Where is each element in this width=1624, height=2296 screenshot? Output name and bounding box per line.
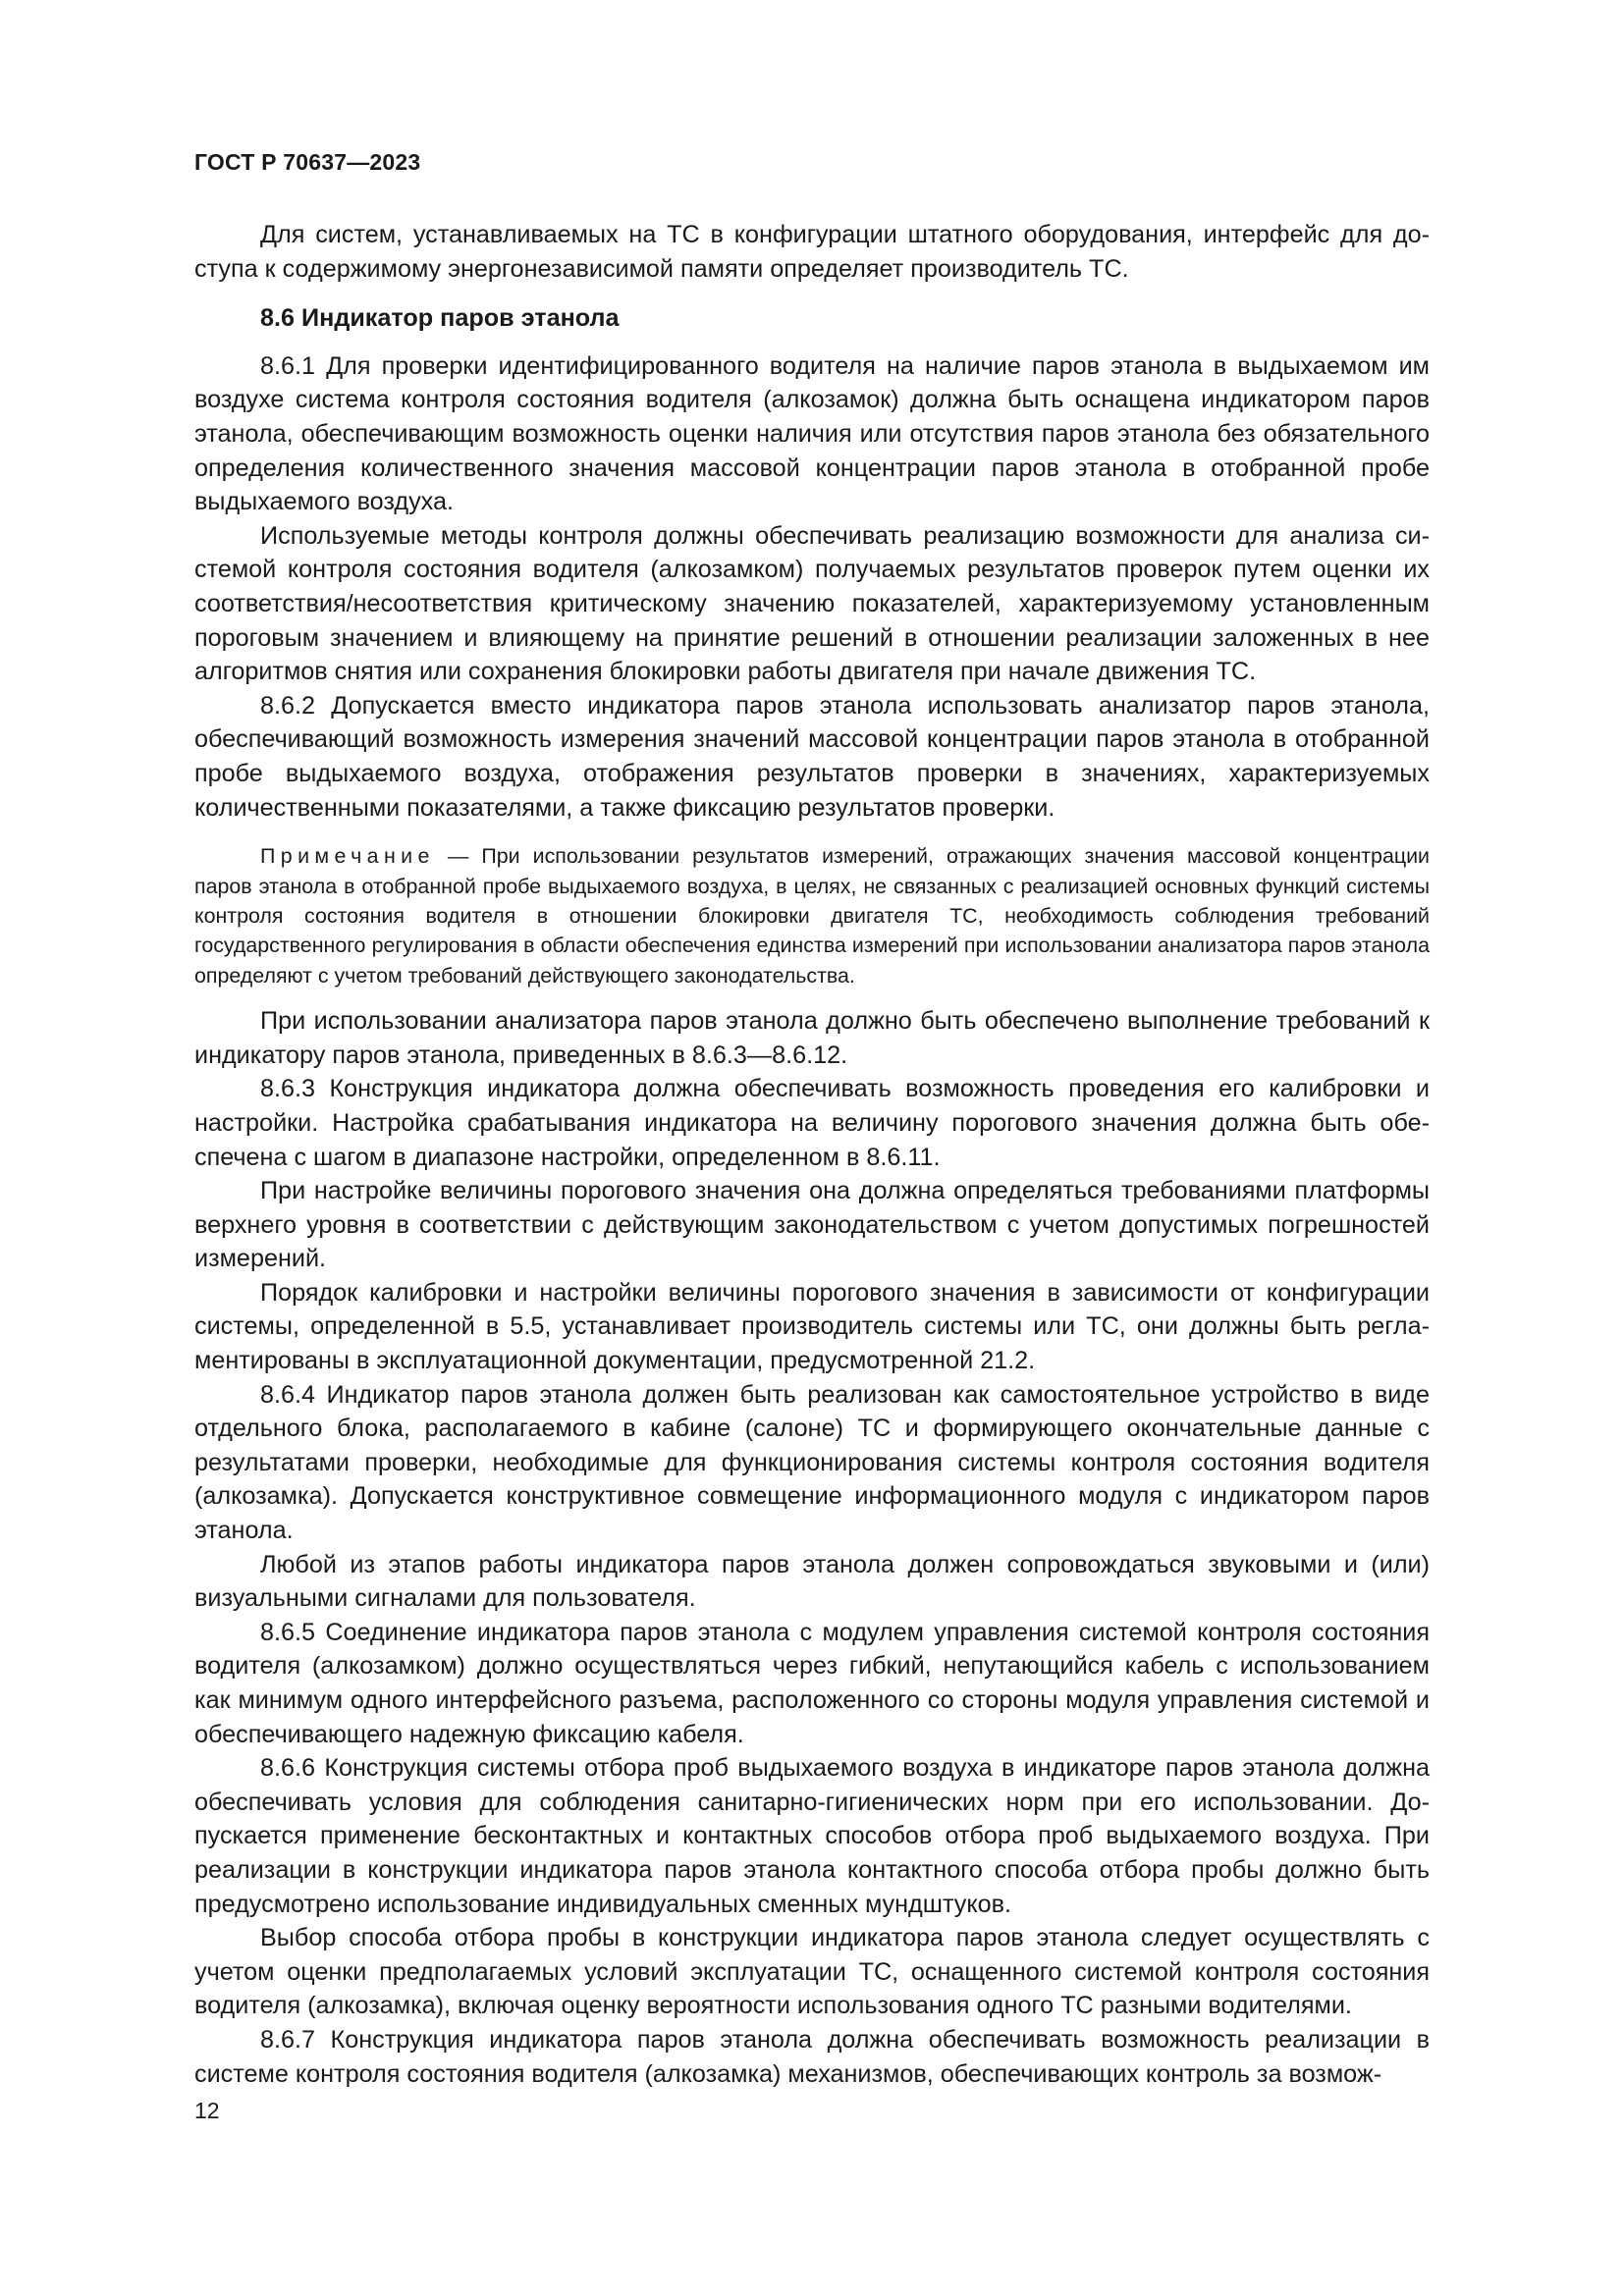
document-id-header: ГОСТ Р 70637—2023 (194, 149, 421, 175)
paragraph-threshold: При настройке величины порогового значения она должна определяться требованиями платформы верхнего уровня в соответствии с действующим законодательством с учетом допустимых погрешностей измерений. (194, 1177, 1430, 1273)
paragraph-calibration: Порядок калибровки и настройки величины порогового значения в зависимости от конфигурации системы, определенной в 5.5, устанавливает производитель системы или ТС, они должны быть регламентированы в эксплуатационной документации, предусмотренной 21.2. (194, 1278, 1430, 1375)
paragraph-signals: Любой из этапов работы индикатора паров этанола должен сопровождаться звуковыми и (или) визуальными сигналами для пользователя. (194, 1550, 1430, 1613)
paragraph-8-6-6: 8.6.6 Конструкция системы отбора проб выдыхаемого воздуха в индикаторе паров этанола должна обеспечивать условия для соблюдения санитарно-гигиенических норм при его использовании. Допускается применение бесконтактных и контактных способов отбора проб выдыхаемого воздуха. При реализации в конструкции индикатора паров этанола контактного способа отбора пробы должно быть предусмотрено использование индивидуальных сменных мундштуков. (194, 1754, 1430, 1918)
paragraph-8-6-7: 8.6.7 Конструкция индикатора паров этанола должна обеспечивать возможность реализации в системе контроля состояния водителя (алкозамка) механизмов, обеспечивающих контроль за возмож- (194, 2025, 1430, 2088)
paragraph-8-6-4: 8.6.4 Индикатор паров этанола должен быть реализован как самостоятельное устройство в виде отдельного блока, располагаемого в кабине (салоне) ТС и формирующего окончательные данные с результатами проверки, необходимые для функционирования системы контроля состояния водителя (алкозамка). Допускается конструктивное совмещение информационного модуля с индикатором паров этанола. (194, 1380, 1430, 1545)
paragraph-analyzer: При использовании анализатора паров этанола должно быть обеспечено выполнение требований к индикатору паров этанола, приведенных в 8.6.3—8.6.12. (194, 1007, 1430, 1069)
note-text: — При использовании результатов измерений, отражающих значения массовой концентрации паров этанола в отобранной пробе выдыхаемого воздуха, в целях, не связанных с реализацией основных функций системы контроля состояния водителя в отношении блокировки двигателя ТС, необходимость соблюдения требований государственного регулирования в области обеспечения единства измерений при использовании анализатора паров этанола определяют с учетом требований действующего законодательства. (194, 844, 1430, 988)
page-number: 12 (194, 2098, 220, 2123)
note-block (194, 841, 1430, 990)
paragraph-8-6-5: 8.6.5 Соединение индикатора паров этанола с модулем управления системой контроля состояния водителя (алкозамком) должно осуществляться через гибкий, непутающийся кабель с использованием как минимум одного интерфейсного разъема, расположенного со стороны модуля управления системой и обеспечивающего надежную фиксацию кабеля. (194, 1618, 1430, 1748)
paragraph-8-6-3: 8.6.3 Конструкция индикатора должна обеспечивать возможность проведения его калибровки и настройки. Настройка срабатывания индикатора на величину порогового значения должна быть обеспечена с шагом в диапазоне настройки, определенном в 8.6.11. (194, 1075, 1430, 1171)
document-body (194, 218, 1430, 2091)
note-label: Примечание (260, 844, 435, 869)
paragraph-sampling: Выбор способа отбора пробы в конструкции индикатора паров этанола следует осуществлять с учетом оценки предполагаемых условий эксплуатации ТС, оснащенного системой контроля состояния водителя (алкозамка), включая оценку вероятности использования одного ТС разными водителями. (194, 1924, 1430, 2020)
paragraph-8-6-2: 8.6.2 Допускается вместо индикатора паров этанола использовать анализатор паров этанола, обеспечивающий возможность измерения значений массовой концентрации паров этанола в отобранной пробе выдыхаемого воздуха, отображения результатов проверки в значениях, характеризуемых количественными показателями, а также фиксацию результатов проверки. (194, 691, 1430, 822)
intro-paragraph: Для систем, устанавливаемых на ТС в конфигурации штатного оборудования, интерфейс для доступа к содержимому энергонезависимой памяти определяет производитель ТС. (194, 221, 1430, 283)
paragraph-8-6-1: 8.6.1 Для проверки идентифицированного водителя на наличие паров этанола в выдыхаемом им воздухе система контроля состояния водителя (алкозамок) должна быть оснащена индикатором паров этанола, обеспечивающим возможность оценки наличия или отсутствия паров этанола без обязательного определения количественного значения массовой концентрации паров этанола в отобранной пробе выдыхаемого воздуха. (194, 351, 1430, 516)
section-title: 8.6 Индикатор паров этанола (260, 304, 620, 333)
paragraph-methods: Используемые методы контроля должны обеспечивать реализацию возможности для анализа системой контроля состояния водителя (алкозамком) получаемых результатов проверок путем оценки их соответствия/несоответствия критическому значению показателей, характеризуемому установленным пороговым значением и влияющему на принятие решений в отношении реализации заложенных в нее алгоритмов снятия или сохранения блокировки работы двигателя при начале движения ТС. (194, 521, 1430, 686)
